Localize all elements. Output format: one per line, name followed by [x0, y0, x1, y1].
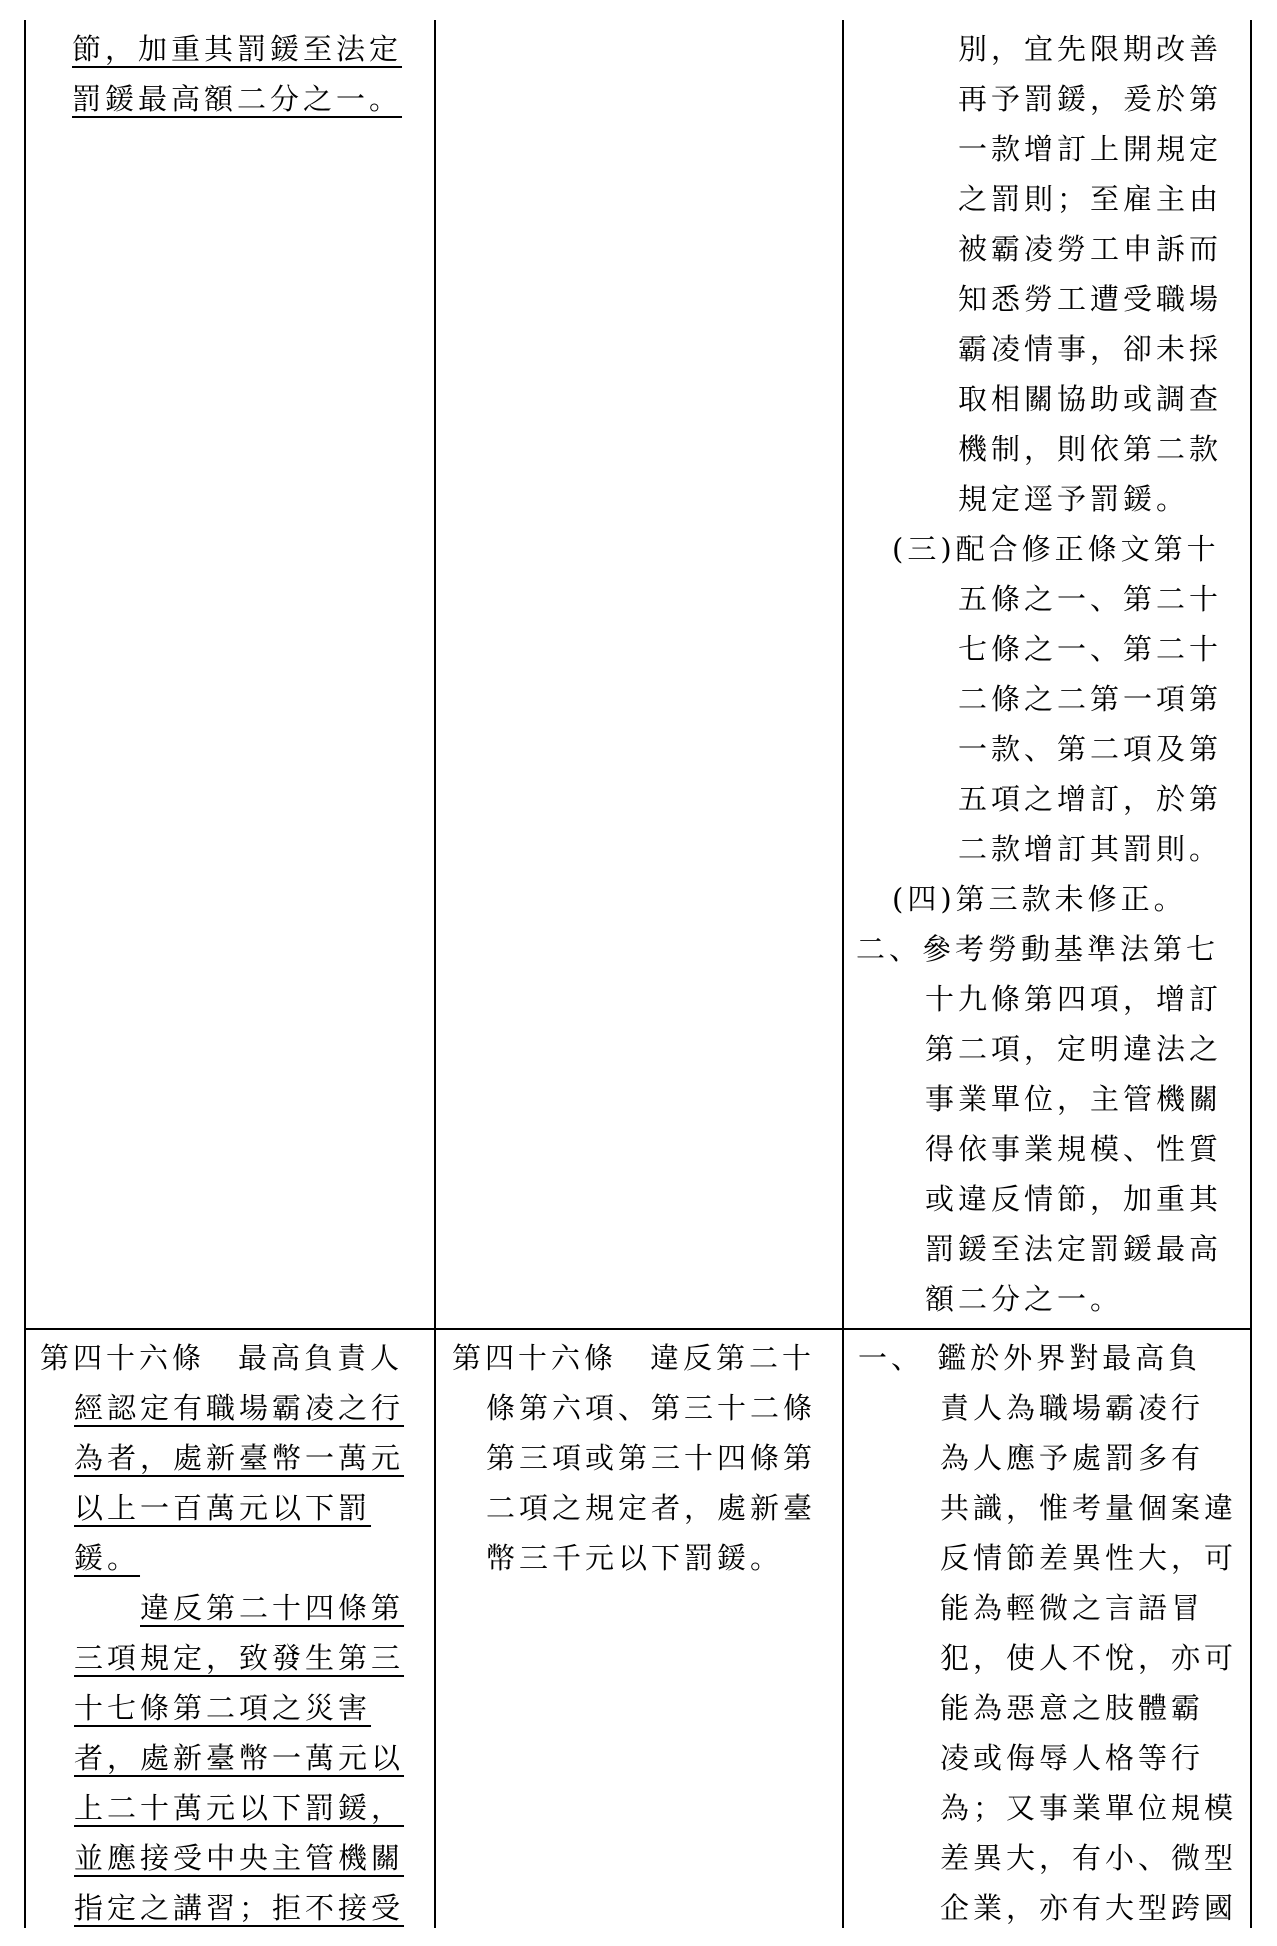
row1-col3-line: 再予罰鍰，爰於第	[958, 82, 1223, 116]
row1-col3-line: 被霸凌勞工申訴而	[958, 232, 1223, 266]
row1-col3-line: 別，宜先限期改善	[958, 32, 1223, 66]
row1-col3-line: 之罰則；至雇主由	[958, 182, 1223, 216]
row2-col2-line: 條第六項、第三十二條	[486, 1391, 817, 1425]
row1-col3-line: 霸凌情事，卻未採	[958, 332, 1223, 366]
row1-col3-line: 七條之一、第二十	[958, 632, 1223, 666]
row2-col2-line: 第四十六條 違反第二十	[452, 1341, 816, 1375]
row1-col3-line: 一款增訂上開規定	[958, 132, 1223, 166]
row2-col3-line: 一、 鑑於外界對最高負	[858, 1341, 1202, 1375]
row2-col1-line: 者，處新臺幣一萬元以	[74, 1741, 405, 1775]
row1-col3-line: 二條之二第一項第	[958, 682, 1223, 716]
row2-col3-line: 為人應予處罰多有	[940, 1441, 1205, 1475]
row1-col3-line: 罰鍰至法定罰鍰最高	[925, 1232, 1223, 1266]
row1-col3-cell	[850, 24, 1244, 1324]
row2-col1-line: 十七條第二項之災害	[74, 1691, 372, 1725]
row1-col3-line: 得依事業規模、性質	[925, 1132, 1223, 1166]
row2-col3-line: 反情節差異性大，可	[940, 1541, 1238, 1575]
row1-col3-line: (四)第三款未修正。	[892, 882, 1187, 916]
row1-col3-line: 十九條第四項，增訂	[925, 982, 1223, 1016]
row2-col1-line	[40, 1333, 428, 1383]
row2-col1-line: 經認定有職場霸凌之行	[74, 1391, 405, 1425]
row2-col1-line: 指定之講習；拒不接受	[74, 1891, 405, 1925]
table-row-divider	[24, 1328, 1252, 1330]
table-divider-col2	[842, 20, 844, 1928]
row1-col3-line: 五項之增訂，於第	[958, 782, 1223, 816]
row2-col1-line: 並應接受中央主管機關	[74, 1841, 405, 1875]
row2-col1-line: 鍰。	[74, 1541, 141, 1575]
table-divider-col1	[434, 20, 436, 1928]
row2-col1-line: 為者，處新臺幣一萬元	[74, 1441, 405, 1475]
row2-col3-line: 責人為職場霸凌行	[940, 1391, 1205, 1425]
row1-col3-line: 事業單位，主管機關	[925, 1082, 1223, 1116]
table-border-right	[1250, 20, 1252, 1928]
row1-col3-line: 規定逕予罰鍰。	[958, 482, 1190, 516]
row2-col3-line: 能為輕微之言語冒	[940, 1591, 1205, 1625]
row2-col3-line: 犯，使人不悅，亦可	[940, 1641, 1238, 1675]
row2-col3-line: 共識，惟考量個案違	[940, 1491, 1238, 1525]
row1-col3-line: 第二項，定明違法之	[925, 1032, 1223, 1066]
row1-col3-line: 機制，則依第二款	[958, 432, 1223, 466]
article-number: 第四十六條 最高負責人	[40, 1341, 404, 1375]
row2-col3-line: 能為惡意之肢體霸	[940, 1691, 1205, 1725]
row2-col2-cell	[452, 1333, 836, 1583]
row2-col3-line: 企業，亦有大型跨國	[940, 1891, 1238, 1925]
row1-col3-line: 知悉勞工遭受職場	[958, 282, 1223, 316]
row2-col3-cell	[858, 1333, 1248, 1933]
row1-col3-line: 二款增訂其罰則。	[958, 832, 1223, 866]
row1-col3-line: 五條之一、第二十	[958, 582, 1223, 616]
row1-col3-line: 取相關協助或調查	[958, 382, 1223, 416]
row1-col3-line: 或違反情節，加重其	[925, 1182, 1223, 1216]
row2-col2-line: 第三項或第三十四條第	[486, 1441, 817, 1475]
row2-col1-line: 上二十萬元以下罰鍰，	[74, 1791, 405, 1825]
table-border-left	[24, 20, 26, 1928]
row2-col3-line: 差異大，有小、微型	[940, 1841, 1238, 1875]
row2-col3-line: 凌或侮辱人格等行	[940, 1741, 1205, 1775]
row1-col1-cell	[72, 24, 418, 124]
row2-col1-line: 違反第二十四條第	[140, 1591, 405, 1625]
row1-col3-line: 二、參考勞動基準法第七	[856, 932, 1220, 966]
row1-col3-line: 一款、第二項及第	[958, 732, 1223, 766]
row2-col2-line: 二項之規定者，處新臺	[486, 1491, 817, 1525]
row2-col1-line: 以上一百萬元以下罰	[74, 1491, 372, 1525]
row1-col1-line: 節，加重其罰鍰至法定	[72, 32, 403, 66]
row2-col1-line: 三項規定，致發生第三	[74, 1641, 405, 1675]
row1-col3-line: 額二分之一。	[925, 1282, 1124, 1316]
row1-col3-line: (三)配合修正條文第十	[892, 532, 1220, 566]
row1-col1-line: 罰鍰最高額二分之一。	[72, 82, 403, 116]
row2-col1-cell	[40, 1333, 428, 1933]
row2-col3-line: 為；又事業單位規模	[940, 1791, 1238, 1825]
row2-col2-line: 幣三千元以下罰鍰。	[486, 1541, 784, 1575]
